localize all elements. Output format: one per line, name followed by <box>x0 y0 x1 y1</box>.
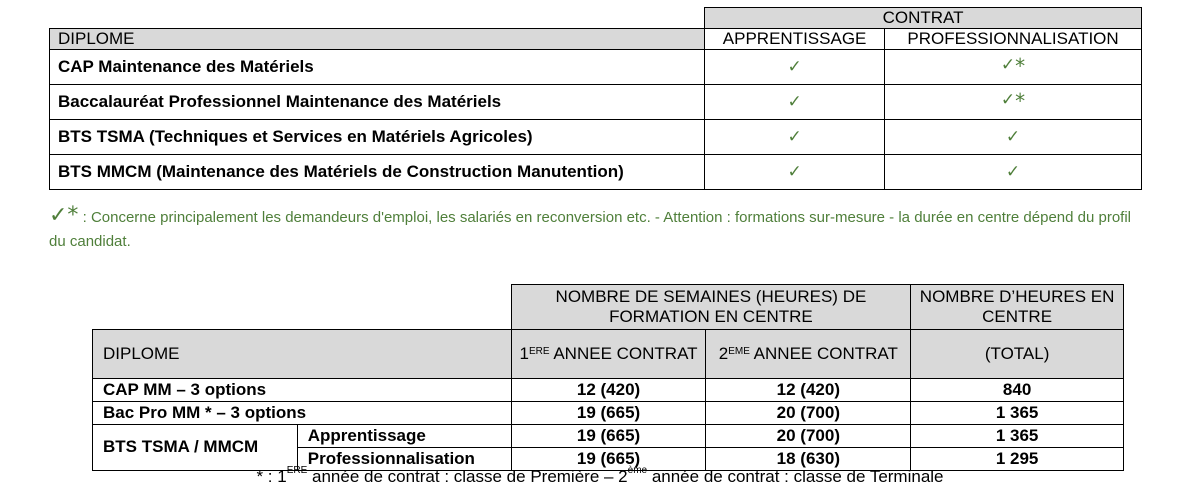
table-row <box>50 50 1142 85</box>
weeks-header: NOMBRE DE SEMAINES (HEURES) DE FORMATION EN CENTRE <box>511 285 911 330</box>
hours-header: NOMBRE D’HEURES EN CENTRE <box>911 285 1124 330</box>
asterisk-icon: * <box>1015 89 1026 113</box>
year1-value: 19 (665) <box>511 447 706 470</box>
year1-value: 19 (665) <box>511 401 706 424</box>
diplome-header: DIPLOME <box>93 329 512 378</box>
year2-value: 20 (700) <box>706 401 911 424</box>
note-text: : Concerne principalement les demandeurs d'emploi, les salariés en reconversion etc. - Attention : formations sur-mesure - la durée en centre dépend du profil du candidat. <box>49 209 1132 250</box>
total-value: 840 <box>911 378 1124 401</box>
table-row <box>50 120 1142 155</box>
diploma-label: BTS MMCM (Maintenance des Matériels de Construction Manutention) <box>50 155 705 190</box>
check-asterisk-icon: ✓* <box>49 203 79 228</box>
professionnalisation-header: PROFESSIONNALISATION <box>885 29 1142 50</box>
total-value: 1 365 <box>911 424 1124 447</box>
apprentissage-header: APPRENTISSAGE <box>705 29 885 50</box>
table-row <box>50 85 1142 120</box>
total-value: 1 295 <box>911 447 1124 470</box>
check-icon: ✓ <box>787 57 802 77</box>
check-icon: ✓ <box>1000 55 1016 75</box>
diploma-label: CAP Maintenance des Matériels <box>50 50 705 85</box>
legend-note <box>49 204 1149 254</box>
contrat-header: CONTRAT <box>705 8 1142 29</box>
diploma-label: CAP MM – 3 options <box>93 378 512 401</box>
check-icon: ✓ <box>787 127 802 147</box>
table-row <box>50 155 1142 190</box>
footnote: * : 1ERE année de contrat : classe de Première – 2ème année de contrat : classe de Terminale <box>256 465 944 486</box>
table-row <box>93 378 1124 401</box>
contract-type-label: Professionnalisation <box>297 447 511 470</box>
total-header: (TOTAL) <box>911 329 1124 378</box>
check-icon: ✓ <box>1005 127 1021 147</box>
year2-value: 20 (700) <box>706 424 911 447</box>
asterisk-icon: * <box>1015 54 1026 78</box>
contract-table <box>49 7 1142 190</box>
total-value: 1 365 <box>911 401 1124 424</box>
contract-type-label: Apprentissage <box>297 424 511 447</box>
diploma-label: BTS TSMA / MMCM <box>93 424 298 470</box>
year1-value: 12 (420) <box>511 378 706 401</box>
year1-header: 1ERE ANNEE CONTRAT <box>511 329 706 378</box>
year2-value: 18 (630) <box>706 447 911 470</box>
check-icon: ✓ <box>1000 90 1016 110</box>
check-icon: ✓ <box>1005 162 1021 182</box>
diploma-label: Bac Pro MM * – 3 options <box>93 401 512 424</box>
duration-table <box>92 284 1124 471</box>
check-icon: ✓ <box>787 162 802 182</box>
year2-value: 12 (420) <box>706 378 911 401</box>
year1-value: 19 (665) <box>511 424 706 447</box>
diploma-label: Baccalauréat Professionnel Maintenance des Matériels <box>50 85 705 120</box>
year2-header: 2EME ANNEE CONTRAT <box>706 329 911 378</box>
check-icon: ✓ <box>787 92 802 112</box>
table-row <box>93 401 1124 424</box>
diplome-header: DIPLOME <box>50 29 705 50</box>
diploma-label: BTS TSMA (Techniques et Services en Matériels Agricoles) <box>50 120 705 155</box>
table-row <box>93 424 1124 447</box>
